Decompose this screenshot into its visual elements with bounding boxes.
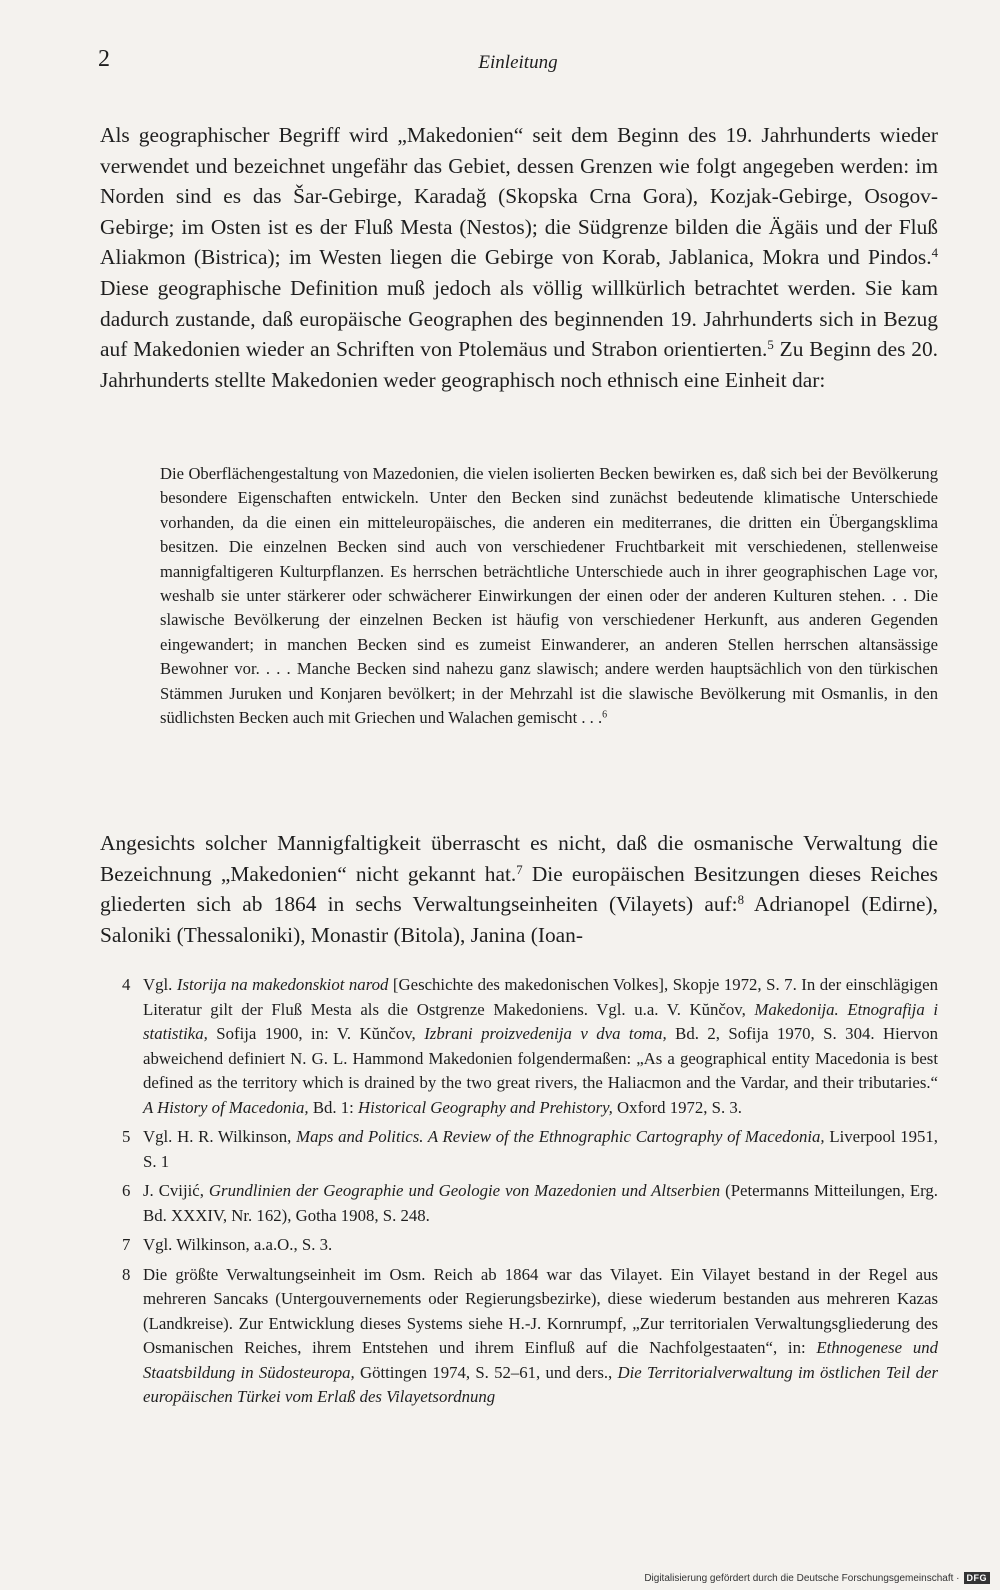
footnote-text: J. Cvijić, [143,1181,209,1200]
block-quote: Die Oberflächengestaltung von Mazedonien, die vielen isolierten Becken bewirken es, daß sich bei der Bevölkerung besondere Eigenschaften entwickeln. Unter den Becken sind zunächst bedeutende klimatische Unterschiede vorhanden, da die einen ein mitteleuropäisches, die anderen ein mediterranes, die dritten ein Übergangsklima besitzen. Die einzelnen Becken sind auch von verschiedener Fruchtbarkeit mit verschiedenen, stellenweise mannigfaltigeren Kulturpflanzen. Es herrschen beträchtliche Unterschiede auch in ihrer geographischen Lage vor, weshalb sie unter stärkerer oder schwächerer Einwirkungen der einen oder der anderen Kulturen stehen. . . Die slawische Bevölkerung der einzelnen Becken ist häufig von verschiedener Herkunft, aus anderen Gegenden eingewandert; in manchen Becken sind es zumeist Einwanderer, an anderen Stellen herrschen altansässige Bewohner vor. . . . Manche Becken sind nahezu ganz slawisch; andere werden hauptsächlich von den türkischen Stämmen Juruken und Konjaren bevölkert; in der Mehrzahl ist die slawische Bevölkerung mit Osmanlis, in den südlichsten Becken auch mit Griechen und Walachen gemischt . . .$^6$ [160,464,938,728]
footnote-ref-7[interactable]: 7 [516,862,523,877]
footnote-text: Vgl. [143,975,177,994]
footnote-number: 8 [122,1264,131,1284]
footnote-title: A History of Macedonia, [143,1097,309,1117]
running-title: Einleitung [478,52,558,73]
footnote-ref-8[interactable]: 8 [737,893,745,908]
footnote-number: 4 [122,975,131,994]
footnote-ref-6[interactable]: 6 [602,709,608,721]
footnote-text: Liverpool 1951, S. 1 [143,1127,938,1171]
footnote-text: Bd. 2, Sofija 1970, S. 304. Hiervon abweichend definiert N. G. L. Hammond Makedonien folgendermaßen: „As a geographical entity Macedonia is best defined as the territory which is drained by the two great rivers, the Haliacmon and the Vardar, and their tributaries.“ [143,1024,938,1092]
footnote-title: Historical Geography and Prehistory, [358,1097,613,1117]
footer-text: Digitalisierung gefördert durch die Deutsche Forschungsgemeinschaft · [644,1572,960,1584]
footnote-title: Die Territorialverwaltung im östlichen Teil der europäischen Türkei vom Erlaß des Vilayetsordnung [143,1362,938,1406]
footnote-title: Maps and Politics. A Review of the Ethnographic Cartography of Macedonia, [296,1127,825,1146]
footnote-text: Oxford 1972, S. 3. [612,1097,742,1117]
page-header [98,46,938,80]
footnote-ref-5[interactable]: 5 [767,338,774,353]
body-paragraph-1: Als geographischer Begriff wird „Makedonien“ seit dem Beginn des 19. Jahrhunderts wieder verwendet und bezeichnet ungefähr das Gebiet, dessen Grenzen wie folgt angegeben werden: im Norden sind es das Šar-Gebirge, Karadağ (Skopska Crna Gora), Kozjak-Gebirge, Osogov-Gebirge; im Osten ist es der Fluß Mesta (Nestos); die Südgrenze bilden die Ägäis und der Fluß Aliakmon (Bistrica); im Westen liegen die Gebirge von Korab, Jablanica, Mokra und Pindos.$^4$ Diese geographische Definition muß jedoch als völlig willkürlich betrachtet werden. Sie kam dadurch zustande, daß europäische Geographen des beginnenden 19. Jahrhunderts sich in Bezug auf Makedonien wieder an Schriften von Ptolemäus und Strabon orientierten.$^5$ Zu Beginn des 20. Jahrhunderts stellte Makedonien weder geographisch noch ethnisch eine Einheit dar: [100,123,938,392]
footnote-text: Vgl. Wilkinson, a.a.O., S. 3. [143,1235,333,1254]
page-number: 2 [98,46,110,72]
footnote-text: Göttingen 1974, S. 52–61, und ders., [354,1362,618,1382]
footnote-title: Grundlinien der Geographie und Geologie von Mazedonien und Altserbien [208,1181,721,1200]
footnote-number: 6 [122,1181,131,1200]
footnote-number: 5 [122,1127,131,1146]
dfg-logo: DFG [964,1572,991,1584]
digitization-footer [644,1572,990,1584]
footnote-text: Sofija 1900, in: V. Kŭnčov, [207,1024,425,1043]
footnote-text: [Geschichte des makedonischen Volkes], Skopje 1972, S. 7. In der einschlägigen Literatur gilt der Fluß Mesta als die Ostgrenze Makedoniens. Vgl. u.a. V. Kŭnčov, [143,975,938,1019]
footnote-number: 7 [122,1235,131,1254]
footnote-text: Bd. 1: [308,1097,359,1117]
footnote-8 [100,1263,938,1410]
footnote-title: Izbrani proizvedenija v dva toma, [424,1024,667,1043]
footnotes-list [100,973,938,1415]
footnote-title: Makedonija. Etnografija i statistika, [143,999,938,1043]
footnote-text: Vgl. H. R. Wilkinson, [143,1127,297,1146]
footnote-5 [100,1125,938,1174]
footnote-text: Die größte Verwaltungseinheit im Osm. Reich ab 1864 war das Vilayet. Ein Vilayet bestand in der Regel aus mehreren Sancaks (Untergouvernements oder Regierungsbezirke), diese wiederum bestanden aus mehreren Kazas (Landkreise). Zur Entwicklung dieses Systems siehe H.-J. Kornrumpf, „Zur territorialen Verwaltungsgliederung des Osmanischen Reiches, ihrem Entstehen und ihrem Einfluß auf die Nachfolgestaaten“, in: [143,1264,938,1357]
footnote-4 [100,973,938,1120]
footnote-7 [100,1233,938,1258]
footnote-text: (Petermanns Mitteilungen, Erg. Bd. XXXIV, Nr. 162), Gotha 1908, S. 248. [143,1181,938,1225]
footnote-title: Ethnogenese und Staatsbildung in Südosteuropa, [143,1338,938,1382]
body-paragraph-2: Angesichts solcher Mannigfaltigkeit überrascht es nicht, daß die osmanische Verwaltung die Bezeichnung „Makedonien“ nicht gekannt hat.$^7$ Die europäischen Besitzungen dieses Reiches gliederten sich ab 1864 in sechs Verwaltungseinheiten (Vilayets) auf:$^8$ Adrianopel (Edirne), Saloniki (Thessaloniki), Monastir (Bitola), Janina (Ioan- [100,831,938,947]
footnote-title: Istorija na makedonskiot narod [176,975,389,994]
footnote-6 [100,1179,938,1228]
footnote-ref-4[interactable]: 4 [931,246,938,261]
